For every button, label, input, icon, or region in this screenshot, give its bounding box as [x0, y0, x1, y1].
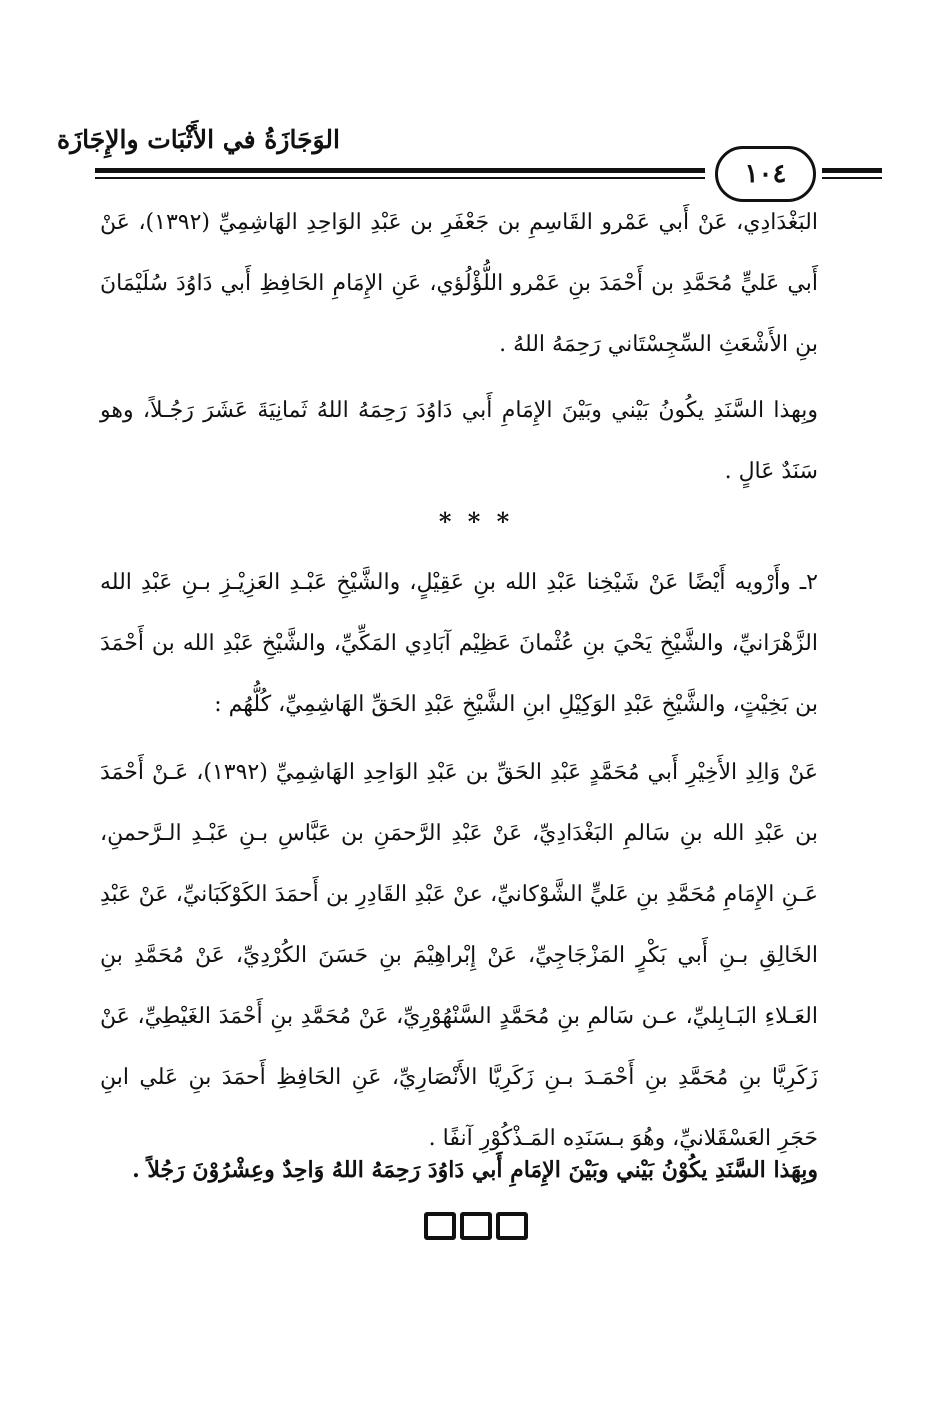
- header-rule-thick: [95, 168, 705, 173]
- paragraph-5: وبِهَذا السَّنَدِ يكُوْنُ بَيْني وبَيْنَ الإِمَامِ أَبي دَاوُدَ رَحِمَهُ اللهُ وَاحِدٌ وعِشْرُوْنَ رَجُلاً .: [132, 1157, 818, 1183]
- header-rule-thin: [95, 177, 705, 179]
- paragraph-2: وبِهذا السَّنَدِ يكُونُ بَيْني وبَيْنَ الإِمَامِ أَبي دَاوُدَ رَحِمَهُ اللهُ ثَمانِيَةَ عَشَرَ رَجُـلاً، وهو سَنَدٌ عَالٍ .: [100, 398, 818, 484]
- paragraph-1: البَغْدَادِي، عَنْ أَبي عَمْرو القَاسِمِ بن جَعْفَرِ بن عَبْدِ الوَاحِدِ الهَاشِمِيِّ (١٣٩٢)، عَنْ أَبي عَليٍّ مُحَمَّدِ بن أَحْمَدَ بنِ عَمْرو اللُّؤْلُؤي، عَنِ الإِمَامِ الحَافِظِ أَبي دَاوُدَ سُلَيْمَانَ بنِ الأَشْعَثِ السِّجِسْتَاني رَحِمَهُ اللهُ .: [100, 210, 818, 357]
- end-ornament: [424, 1212, 528, 1240]
- paragraph-4: عَنْ وَالِدِ الأَخِيْرِ أَبي مُحَمَّدٍ عَبْدِ الحَقِّ بن عَبْدِ الوَاحِدِ الهَاشِمِيِّ (١٣٩٢)، عَـنْ أَحْمَدَ بن عَبْدِ الله بنِ سَالمِ البَغْدَادِيِّ، عَنْ عَبْدِ الرَّحمَنِ بن عَبَّاسِ بـنِ عَبْـدِ الـرَّحمنِ، عَـنِ الإِمَامِ مُحَمَّدِ بنِ عَليٍّ الشَّوْكانيِّ، عنْ عَبْدِ القَادِرِ بن أَحمَدَ الكَوْكَبَانيِّ، عَنْ عَبْدِ الخَالِقِ بـنِ أَبي بَكْرٍ المَزْجَاجِيِّ، عَنْ إِبْراهِيْمَ بنِ حَسَنَ الكُرْدِيِّ، عَنْ مُحَمَّدِ بنِ العَـلاءِ البَـابِليِّ، عـن سَالمِ بنِ مُحَمَّدٍ السَّنْهُوْرِيِّ، عَنْ مُحَمَّدِ بنِ أَحْمَدَ الغَيْطِيِّ، عَنْ زَكَرِيَّا بنِ مُحَمَّدِ بنِ أَحْمَـدَ بـنِ زَكَرِيَّا الأَنْصَارِيِّ، عَنِ الحَافِظِ أَحمَدَ بنِ عَلي ابنِ حَجَرِ العَسْقَلانيِّ، وهُوَ بـسَنَدِه المَـذْكُوْرِ آنفًا .: [100, 760, 818, 1151]
- ornament-box: [460, 1212, 492, 1240]
- page-number: ١٠٤: [715, 146, 816, 202]
- header-rule-right-thin: [822, 177, 882, 179]
- running-header-title: الوَجَازَةُ في الأَثْبَات والإِجَازَة: [57, 125, 340, 154]
- header-rule-right: [822, 168, 882, 173]
- ornament-box: [424, 1212, 456, 1240]
- ornament-box: [496, 1212, 528, 1240]
- paragraph-3: ٢ـ وأَرْويه أَيْضًا عَنْ شَيْخِنا عَبْدِ الله بنِ عَقِيْلٍ، والشَّيْخِ عَبْـدِ العَزِيْـزِ بـنِ عَبْدِ الله الزَّهْرَانيِّ، والشَّيْخِ يَحْيَ بنِ عُثْمانَ عَظِيْم آبَادِي المَكِّيِّ، والشَّيْخِ عَبْدِ الله بن أَحْمَدَ بن بَخِيْتٍ، والشَّيْخِ عَبْدِ الوَكِيْلِ ابنِ الشَّيْخِ عَبْدِ الحَقِّ الهَاشِمِيِّ، كُلُّهُم :: [100, 570, 818, 717]
- section-separator: * * *: [438, 507, 514, 536]
